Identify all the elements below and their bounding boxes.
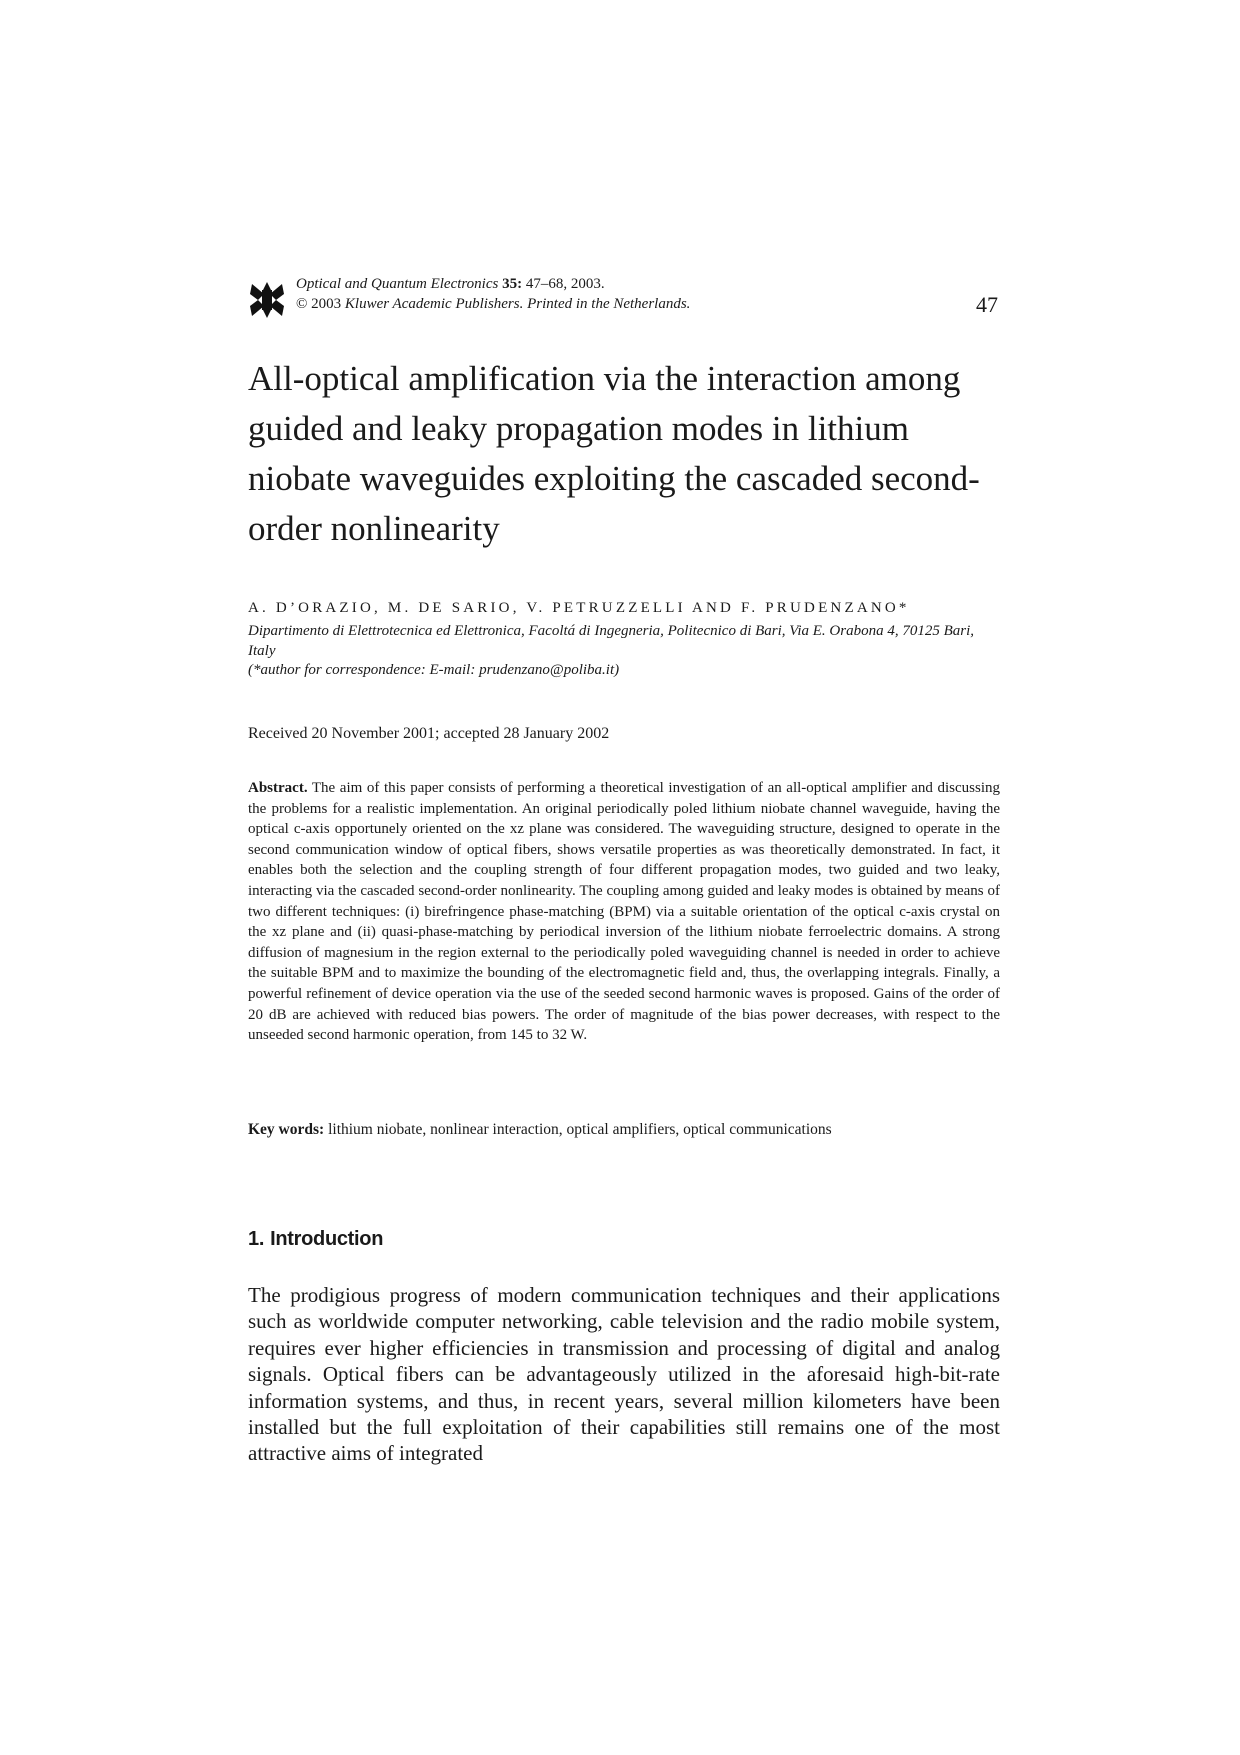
keywords-text: lithium niobate, nonlinear interaction, optical amplifiers, optical communications bbox=[328, 1121, 832, 1138]
journal-pages-year: 47–68, 2003. bbox=[522, 276, 605, 292]
section-number: 1. bbox=[248, 1228, 265, 1250]
copyright-symbol: © bbox=[296, 296, 308, 312]
page-number: 47 bbox=[976, 292, 998, 317]
journal-name: Optical and Quantum Electronics bbox=[296, 276, 499, 292]
keywords-label: Key words: bbox=[248, 1121, 325, 1138]
correspondence-note: (*author for correspondence: E-mail: prudenzano@poliba.it) bbox=[248, 662, 620, 678]
section-heading bbox=[248, 1228, 389, 1251]
abstract-label: Abstract. bbox=[248, 780, 308, 796]
author-list: A. D’ORAZIO, M. DE SARIO, V. PETRUZZELLI AND F. PRUDENZANO* bbox=[248, 600, 910, 616]
paper-title: All-optical amplification via the interaction among guided and leaky propagation modes in lithium niobate waveguides exploiting the cascaded second-order nonlinearity bbox=[248, 359, 980, 548]
journal-citation bbox=[296, 274, 690, 314]
affiliation: Dipartimento di Elettrotecnica ed Elettronica, Facoltá di Ingegneria, Politecnico di Bari, Via E. Orabona 4, 70125 Bari, Italy bbox=[248, 623, 974, 659]
received-dates: Received 20 November 2001; accepted 28 January 2002 bbox=[248, 725, 610, 742]
publisher-logo-icon bbox=[248, 280, 286, 320]
copyright-year: 2003 bbox=[307, 296, 345, 312]
abstract bbox=[248, 778, 1000, 1046]
journal-volume: 35: bbox=[502, 276, 523, 292]
abstract-text: The aim of this paper consists of performing a theoretical investigation of an all-optical amplifier and discussing the problems for a realistic implementation. An original periodically poled lithium niobate channel waveguide, having the optical c-axis opportunely oriented on the xz plane was considered. The waveguiding structure, designed to operate in the second communication window of optical fibers, shows versatile properties as was theoretically demonstrated. In fact, it enables both the selection and the coupling strength of four different propagation modes, two guided and two leaky, interacting via the cascaded second-order nonlinearity. The coupling among guided and leaky modes is obtained by means of two different techniques: (i) birefringence phase-matching (BPM) via a suitable orientation of the optical c-axis crystal on the xz plane and (ii) quasi-phase-matching by periodical inversion of the lithium niobate ferroelectric domains. A strong diffusion of magnesium in the region external to the periodically poled waveguiding channel is needed in order to achieve the suitable BPM and to maximize the bounding of the electromagnetic field and, thus, the overlapping integrals. Finally, a powerful refinement of device operation via the use of the seeded second harmonic waves is proposed. Gains of the order of 20 dB are achieved with reduced bias powers. The order of magnitude of the bias power decreases, with respect to the unseeded second harmonic operation, from 145 to 32 W. bbox=[248, 780, 1000, 1044]
publisher-line: Kluwer Academic Publishers. Printed in the Netherlands. bbox=[344, 296, 691, 312]
journal-header bbox=[248, 274, 1000, 322]
intro-paragraph: The prodigious progress of modern communication techniques and their applications such as worldwide computer networking, cable television and the radio mobile system, requires ever higher efficiencies in transmission and processing of digital and analog signals. Optical fibers can be advantageously utilized in the aforesaid high-bit-rate information systems, and thus, in recent years, several million kilometers have been installed but the full exploitation of their capabilities still remains one of the most attractive aims of integrated bbox=[248, 1283, 1000, 1466]
section-title: Introduction bbox=[270, 1228, 384, 1250]
keywords bbox=[248, 1121, 1000, 1139]
